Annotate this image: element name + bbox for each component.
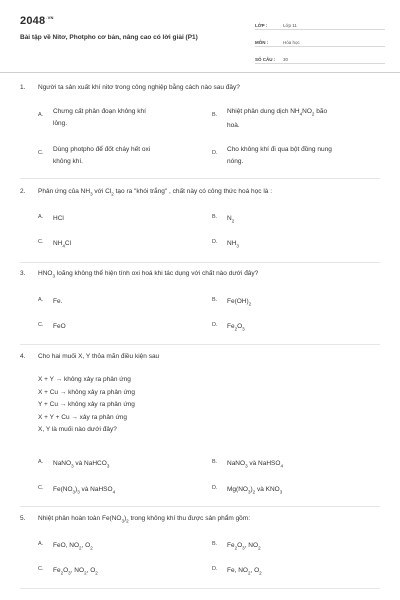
question-divider [20,506,380,507]
question-divider [20,344,380,345]
option-text: FeO, NO [53,542,80,549]
option-2b[interactable] [212,213,234,227]
option-text: và NaHSO [79,486,113,493]
option-text: Dùng photpho để đốt cháy hết oxi [53,146,151,153]
option-letter: B. [212,459,218,465]
option-text: Cl [64,240,72,247]
condition-line: X + Y → không xảy ra phản ứng [38,376,131,383]
option-4d[interactable] [212,484,282,498]
option-4c[interactable] [38,484,115,498]
subscript: 2 [259,570,262,576]
option-5c[interactable] [38,565,98,579]
option-letter: B. [212,214,218,220]
option-letter: C. [38,322,44,328]
option-text: Fe. [53,298,63,305]
option-letter: A. [38,297,44,303]
condition-line: X, Y là muối nào dưới đây? [38,426,117,433]
subscript: 2 [60,570,64,576]
question-4 [20,353,385,360]
question-number: 1. [20,84,26,91]
subscript: 2 [252,489,256,495]
question-text-part: ) [123,515,127,522]
subscript: 2 [79,545,82,551]
question-number: 4. [20,353,26,360]
subscript: 3 [242,545,245,551]
condition-line: X + Y + Cu → xảy ra phản ứng [38,413,128,421]
condition-line: X + Cu → không xảy ra phản ứng [38,388,136,396]
question-divider [20,262,380,263]
option-5a[interactable] [38,540,93,554]
option-letter: A. [38,541,44,547]
option-letter: C. [38,150,44,156]
option-letter: B. [212,297,218,303]
option-text: bão [314,108,328,115]
option-3b[interactable] [212,296,251,310]
option-text: Chưng cất phân đoạn không khí [53,108,146,115]
option-text: , NO [244,542,259,549]
meta-info [255,17,385,68]
meta-row-count [255,51,385,64]
option-letter: A. [38,214,44,220]
header-divider [0,72,400,73]
option-text: Mg(NO [227,486,248,493]
question-2 [20,188,385,196]
option-text: O [63,567,69,574]
option-text: O [237,323,243,330]
meta-value: Hóa học [283,40,300,45]
option-text: và NaHCO [73,460,107,467]
option-1c[interactable] [38,144,150,168]
option-letter: D. [212,322,218,328]
option-4a[interactable] [38,458,109,472]
option-text: HCl [53,215,64,222]
option-letter: A. [38,459,44,465]
option-text: Fe [227,542,235,549]
meta-value: 30 [283,57,289,62]
condition-line: Y + Cu → không xảy ra phản ứng [38,401,135,408]
subscript: 4 [112,489,116,495]
subscript: 3 [245,463,248,469]
option-2c[interactable] [38,238,71,252]
logo-text: 2048 [20,15,46,27]
option-1a[interactable] [38,106,146,130]
subscript: 3 [68,570,71,576]
subscript: 2 [234,326,238,332]
question-text-part: HNO [38,270,53,277]
option-text: Fe [227,323,235,330]
conditions-list [38,374,135,437]
question-divider [20,588,380,589]
option-letter: C. [38,239,44,245]
option-text: N [227,215,232,222]
question-text: Người ta sản xuất khí nitơ trong công nghiệp bằng cách nào sau đây? [38,84,240,91]
option-text: NO [302,108,312,115]
option-text: , O [86,567,96,574]
question-5 [20,515,385,523]
subscript: 2 [84,570,87,576]
question-number: 2. [20,188,26,195]
subscript: 3 [72,489,76,495]
subscript: 2 [258,545,261,551]
logo-suffix: .VN [46,15,54,21]
subscript: 2 [111,191,114,197]
option-text: , NO [70,567,85,574]
option-4b[interactable] [212,458,283,472]
site-logo[interactable] [20,15,54,27]
question-divider [20,178,380,179]
meta-row-subject [255,34,385,47]
option-text: nóng. [227,158,244,165]
option-text: Fe(OH) [227,298,249,305]
option-text: Fe, NO [227,567,248,574]
subscript: 4 [299,111,303,117]
question-text-part: Phản ứng của NH [38,188,91,195]
option-letter: D. [212,566,218,572]
subscript: 3 [121,518,124,524]
subscript: 2 [126,518,129,524]
option-text: Cho không khí đi qua bột đồng nung [227,146,332,153]
option-3d[interactable] [212,321,245,335]
option-text: ) [75,486,78,493]
option-text: và KNO [255,486,280,493]
question-text [38,188,385,196]
meta-key: SỐ CÂU : [255,57,276,62]
option-2a[interactable] [38,213,64,225]
option-3c[interactable] [38,321,66,333]
subscript: 3 [106,463,110,469]
meta-key: MÔN : [255,40,269,45]
option-letter: D. [212,239,218,245]
subscript: 4 [62,243,65,249]
option-letter: C. [38,566,44,572]
question-3 [20,270,385,278]
option-text: không khí. [53,158,83,165]
question-text: Cho hai muối X, Y thỏa mãn điều kiện sau [38,353,160,360]
subscript: 2 [247,570,251,576]
document-title: Bài tập về Nitơ, Photpho cơ bản, nâng cao có lời giải (P1) [20,34,198,41]
option-letter: A. [38,112,44,118]
subscript: 3 [52,273,55,279]
subscript: 2 [234,545,238,551]
option-text: Fe(NO [53,486,73,493]
subscript: 4 [280,463,283,469]
question-text-part: tạo ra "khói trắng" , chất này có công thức hoá học là : [113,188,273,195]
option-5d[interactable] [212,565,262,579]
option-text: NH [227,240,237,247]
option-text: hoà. [227,122,240,130]
option-letter: D. [212,150,218,156]
meta-key: LỚP : [255,23,268,28]
option-2d[interactable] [212,238,239,252]
subscript: 3 [242,326,245,332]
option-text: NaNO [53,460,72,467]
option-text: , O [250,567,260,574]
question-text-part: loãng không thể hiện tính oxi hoá khi tác dụng với chất nào dưới đây? [54,270,259,277]
option-1d[interactable] [212,144,332,168]
option-1b[interactable] [212,106,327,132]
subscript: 3 [236,243,239,249]
question-text [38,270,385,278]
subscript: 3 [247,489,251,495]
subscript: 2 [231,218,235,224]
subscript: 2 [311,111,315,117]
option-text: lỏng. [53,120,68,127]
option-text: NaNO [227,460,246,467]
question-1 [20,84,385,91]
option-text: NH [53,240,63,247]
option-text: FeO [53,323,66,330]
subscript: 3 [279,489,283,495]
meta-row-class [255,17,385,30]
question-text-part: với Cl [92,188,112,195]
question-number: 3. [20,270,26,277]
subscript: 2 [248,301,252,307]
question-number: 5. [20,515,26,522]
subscript: 2 [95,570,98,576]
subscript: 3 [90,191,93,197]
subscript: 3 [71,463,74,469]
option-text: , O [81,542,91,549]
option-text: O [237,542,243,549]
option-3a[interactable] [38,296,62,308]
option-text: và NaHSO [247,460,281,467]
option-letter: B. [212,541,218,547]
option-text: Nhiệt phân dung dịch NH [227,108,300,115]
subscript: 3 [77,489,80,495]
meta-value: Lớp 11 [283,23,297,28]
question-text [38,515,385,523]
option-letter: C. [38,485,44,491]
option-letter: D. [212,485,218,491]
option-text: ) [250,486,253,493]
option-text: Fe [53,567,61,574]
question-text-part: Nhiệt phân hoàn toàn Fe(NO [38,515,122,522]
option-letter: B. [212,112,218,118]
option-5b[interactable] [212,540,261,554]
subscript: 2 [90,545,93,551]
question-text-part: trong không khí thu được sản phẩm gồm: [128,515,251,522]
